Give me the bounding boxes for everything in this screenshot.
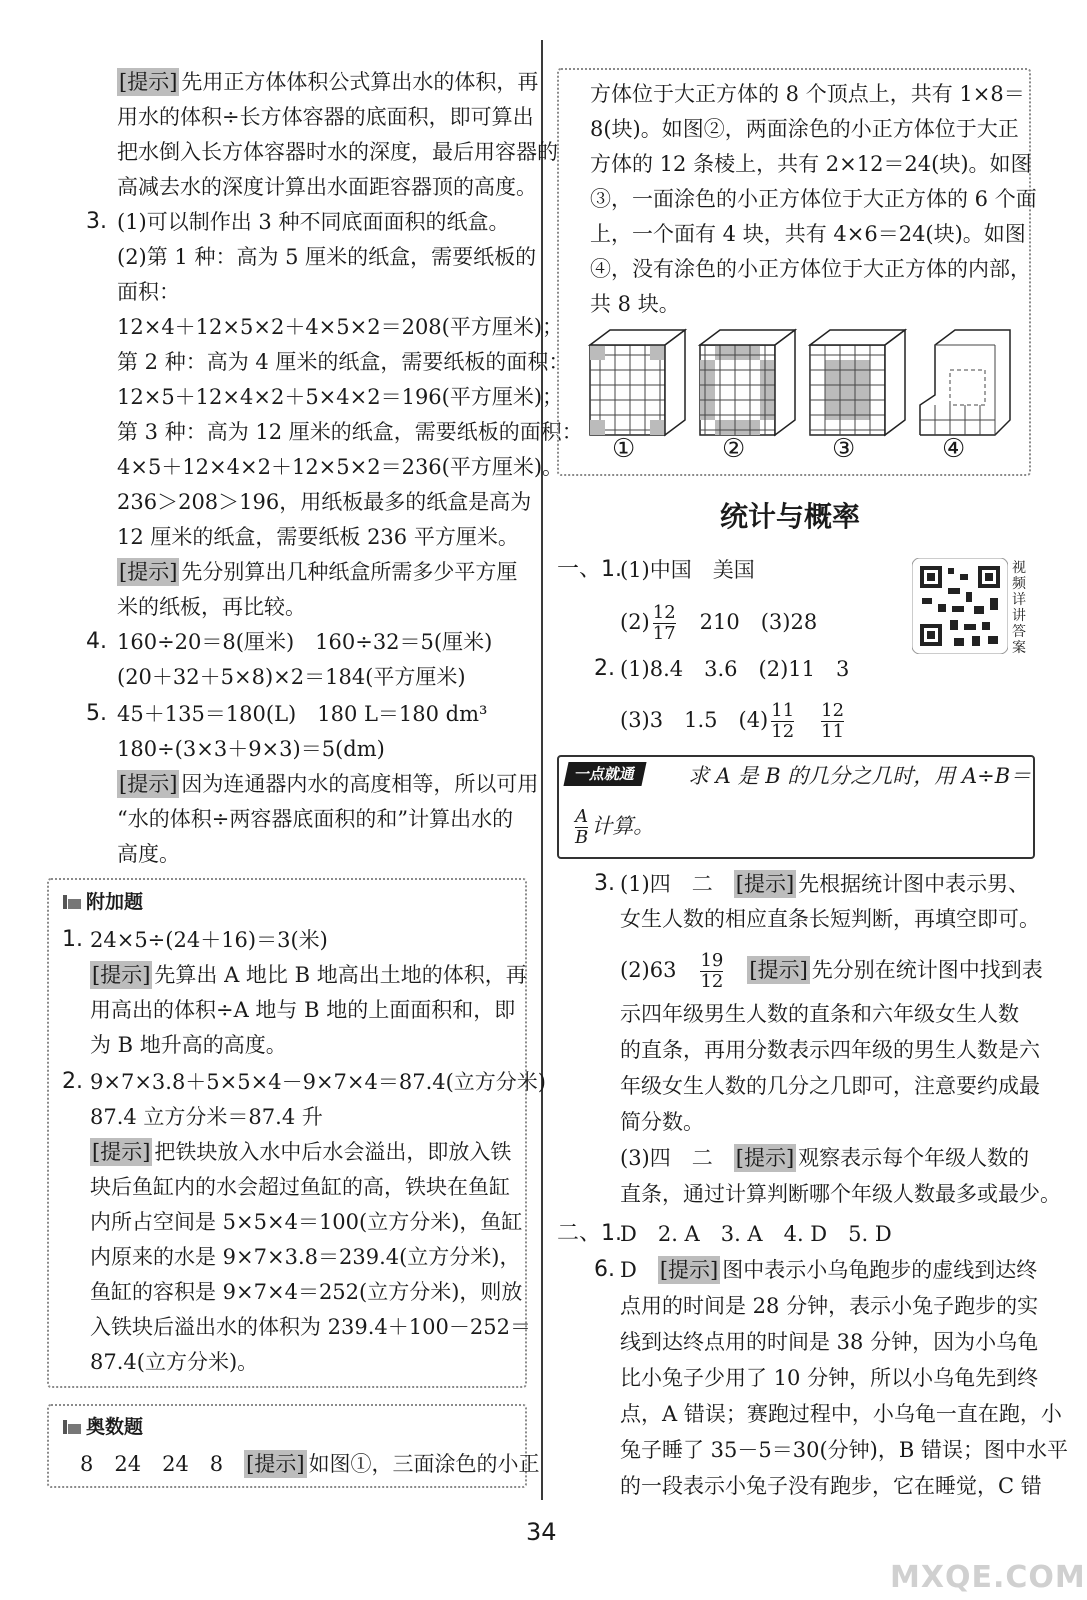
text-line: 共 8 块。 [590, 292, 680, 316]
question-number: 2. [62, 1069, 83, 1094]
cube-4 [920, 330, 1010, 435]
cube-1 [590, 330, 685, 435]
fraction: $\frac{12}{11}$ [821, 700, 845, 742]
text-line: 把水倒入长方体容器时水的深度，最后用容器的 [117, 140, 558, 164]
answer-line: (1)8.4 3.6 (2)11 3 [620, 657, 850, 681]
qr-code [912, 558, 1008, 654]
question-number: 1. [62, 927, 83, 952]
text-line: 面积： [117, 280, 180, 304]
text-line: ③，一面涂色的小正方体位于大正方体的 6 个面 [590, 187, 1037, 211]
text-line: 8(块)。如图②，两面涂色的小正方体位于大正 [590, 117, 1019, 141]
equation-line: 45＋135＝180(L) 180 L＝180 dm³ [117, 702, 488, 726]
equation-line: 160÷20＝8(厘米) 160÷32＝5(厘米) [117, 630, 493, 654]
text-line: 236＞208＞196，用纸板最多的纸盒是高为 [117, 490, 532, 514]
text-line: 为 B 地升高的高度。 [90, 1033, 287, 1057]
tip-tag: 一点就通 [563, 762, 646, 786]
text-line: 用高出的体积÷A 地与 B 地的上面面积和，即 [90, 998, 516, 1022]
text-line: 比小兔子少用了 10 分钟，所以小乌龟先到终 [620, 1366, 1039, 1390]
equation-line: 12×4＋12×5×2＋4×5×2＝208(平方厘米)； [117, 315, 564, 339]
question-number: 5. [86, 701, 107, 726]
text-line: [提示] 先算出 A 地比 B 地高出土地的体积，再 [92, 963, 527, 987]
text-line: “水的体积÷两容器底面积的和”计算出水的 [117, 807, 514, 831]
tip-text: $\frac{A}{B}$ 计算。 [575, 806, 655, 848]
cube-label: ④ [942, 434, 966, 464]
cube-label: ③ [832, 434, 856, 464]
text-line: 高减去水的深度计算出水面距容器顶的高度。 [117, 175, 537, 199]
text-line: 方体位于大正方体的 8 个顶点上，共有 1×8＝ [590, 82, 1025, 106]
text-line: 87.4(立方分米)。 [90, 1350, 259, 1374]
tip-text: 求 A 是 B 的几分之几时，用 A÷B＝ [688, 764, 1032, 788]
text-line: 线到达终点用的时间是 38 分钟，因为小乌龟 [620, 1330, 1039, 1354]
text-line: 点，A 错误；赛跑过程中，小乌龟一直在跑，小 [620, 1402, 1062, 1426]
text-line: (1)四 二 [提示] 先根据统计图中表示男、 [620, 872, 1030, 896]
text-line: (3)四 二 [提示] 观察表示每个年级人数的 [620, 1146, 1030, 1170]
answer-line: (3)3 1.5 (4) $\frac{11}{12}$ $\frac{12}{11}$ [620, 700, 845, 742]
text-line: 鱼缸的容积是 9×7×4＝252(立方分米)，则放 [90, 1280, 523, 1304]
question-number: 4. [86, 629, 107, 654]
text-line: 上，一个面有 4 块，共有 4×6＝24(块)。如图 [590, 222, 1026, 246]
text-line: [提示] 把铁块放入水中后水会溢出，即放入铁 [92, 1140, 512, 1164]
text-line: 第 2 种：高为 4 厘米的纸盒，需要纸板的面积： [117, 350, 570, 374]
equation-line: 87.4 立方分米＝87.4 升 [90, 1105, 323, 1129]
fraction: $\frac{12}{17}$ [652, 602, 676, 644]
qr-caption: 视频详讲答案 [1012, 560, 1026, 656]
text-line: 12 厘米的纸盒，需要纸板 236 平方厘米。 [117, 525, 519, 549]
text-line: [提示] 因为连通器内水的高度相等，所以可用 [119, 772, 539, 796]
equation-line: 9×7×3.8＋5×5×4－9×7×4＝87.4(立方分米) [90, 1070, 547, 1094]
cube-diagrams [585, 325, 1025, 445]
cube-label: ② [722, 434, 746, 464]
extra-questions-title: 附加题 [86, 891, 144, 913]
text-line: 内所占空间是 5×5×4＝100(立方分米)，鱼缸 [90, 1210, 523, 1234]
answer-line: D 2. A 3. A 4. D 5. D [620, 1222, 892, 1246]
text-line: ④，没有涂色的小正方体位于大正方体的内部， [590, 257, 1031, 281]
question-number: 3. [594, 871, 615, 896]
watermark: MXQE.COM [890, 1560, 1086, 1595]
text-line: 简分数。 [620, 1110, 704, 1134]
cube-label: ① [612, 434, 636, 464]
equation-line: 24×5÷(24＋16)＝3(米) [90, 928, 328, 952]
extra-questions-panel [47, 878, 527, 1388]
text-line: 高度。 [117, 842, 180, 866]
question-number: 一、1. [557, 557, 622, 582]
question-number: 二、1. [557, 1221, 622, 1246]
fraction: $\frac{A}{B}$ [575, 806, 589, 848]
text-line: 直条，通过计算判断哪个年级人数最多或最少。 [620, 1182, 1061, 1206]
text-line: 年级女生人数的几分之几即可，注意要约成最 [620, 1074, 1040, 1098]
text-line: 女生人数的相应直条长短判断，再填空即可。 [620, 907, 1040, 931]
question-number: 3. [86, 209, 107, 234]
text-line: 第 3 种：高为 12 厘米的纸盒，需要纸板的面积： [117, 420, 583, 444]
olympiad-title: 奥数题 [86, 1416, 144, 1438]
text-line: 示四年级男生人数的直条和六年级女生人数 [620, 1002, 1019, 1026]
text-line: (1)可以制作出 3 种不同底面面积的纸盒。 [117, 210, 510, 234]
text-line: 的直条，再用分数表示四年级的男生人数是六 [620, 1038, 1040, 1062]
text-line: 点用的时间是 28 分钟，表示小兔子跑步的实 [620, 1294, 1039, 1318]
text-line: 米的纸板，再比较。 [117, 595, 306, 619]
text-line: 的一段表示小兔子没有跑步，它在睡觉，C 错 [620, 1474, 1042, 1498]
answer-line: (1)中国 美国 [620, 558, 755, 582]
book-icon [62, 893, 82, 911]
question-number: 6. [594, 1257, 615, 1282]
page-number: 34 [526, 1518, 557, 1546]
equation-line: (20＋32＋5×8)×2＝184(平方厘米) [117, 665, 466, 689]
section-title: 统计与概率 [719, 500, 860, 533]
text-line: 块后鱼缸内的水会超过鱼缸的高，铁块在鱼缸 [90, 1175, 510, 1199]
text-line: 内原来的水是 9×7×3.8＝239.4(立方分米)， [90, 1245, 521, 1269]
text-line: (2)63 $\frac{19}{12}$ [提示] 先分别在统计图中找到表 [620, 950, 1043, 992]
text-line: [提示] 先分别算出几种纸盒所需多少平方厘 [119, 560, 518, 584]
text-line: 兔子睡了 35－5＝30(分钟)，B 错误；图中水平 [620, 1438, 1068, 1462]
equation-line: 180÷(3×3＋9×3)＝5(dm) [117, 737, 385, 761]
cube-3 [810, 330, 905, 435]
answer-line: (2) $\frac{12}{17}$ 210 (3)28 [620, 602, 818, 644]
fraction: $\frac{19}{12}$ [700, 950, 724, 992]
column-divider [541, 40, 543, 1500]
fraction: $\frac{11}{12}$ [771, 700, 795, 742]
olympiad-answers: 8 24 24 8 [提示] 如图①，三面涂色的小正 [80, 1452, 540, 1476]
equation-line: 12×5＋12×4×2＋5×4×2＝196(平方厘米)； [117, 385, 564, 409]
text-line: 方体的 12 条棱上，共有 2×12＝24(块)。如图 [590, 152, 1032, 176]
text-line: [提示] 先用正方体体积公式算出水的体积，再 [119, 70, 539, 94]
text-line: D [提示] 图中表示小乌龟跑步的虚线到达终 [620, 1258, 1038, 1282]
text-line: (2)第 1 种：高为 5 厘米的纸盒，需要纸板的 [117, 245, 537, 269]
question-number: 2. [594, 656, 615, 681]
cube-2 [700, 330, 795, 435]
text-line: 用水的体积÷长方体容器的底面积，即可算出 [117, 105, 534, 129]
equation-line: 4×5＋12×4×2＋12×5×2＝236(平方厘米)。 [117, 455, 564, 479]
text-line: 入铁块后溢出水的体积为 239.4＋100－252＝ [90, 1315, 531, 1339]
book-icon [62, 1418, 82, 1436]
